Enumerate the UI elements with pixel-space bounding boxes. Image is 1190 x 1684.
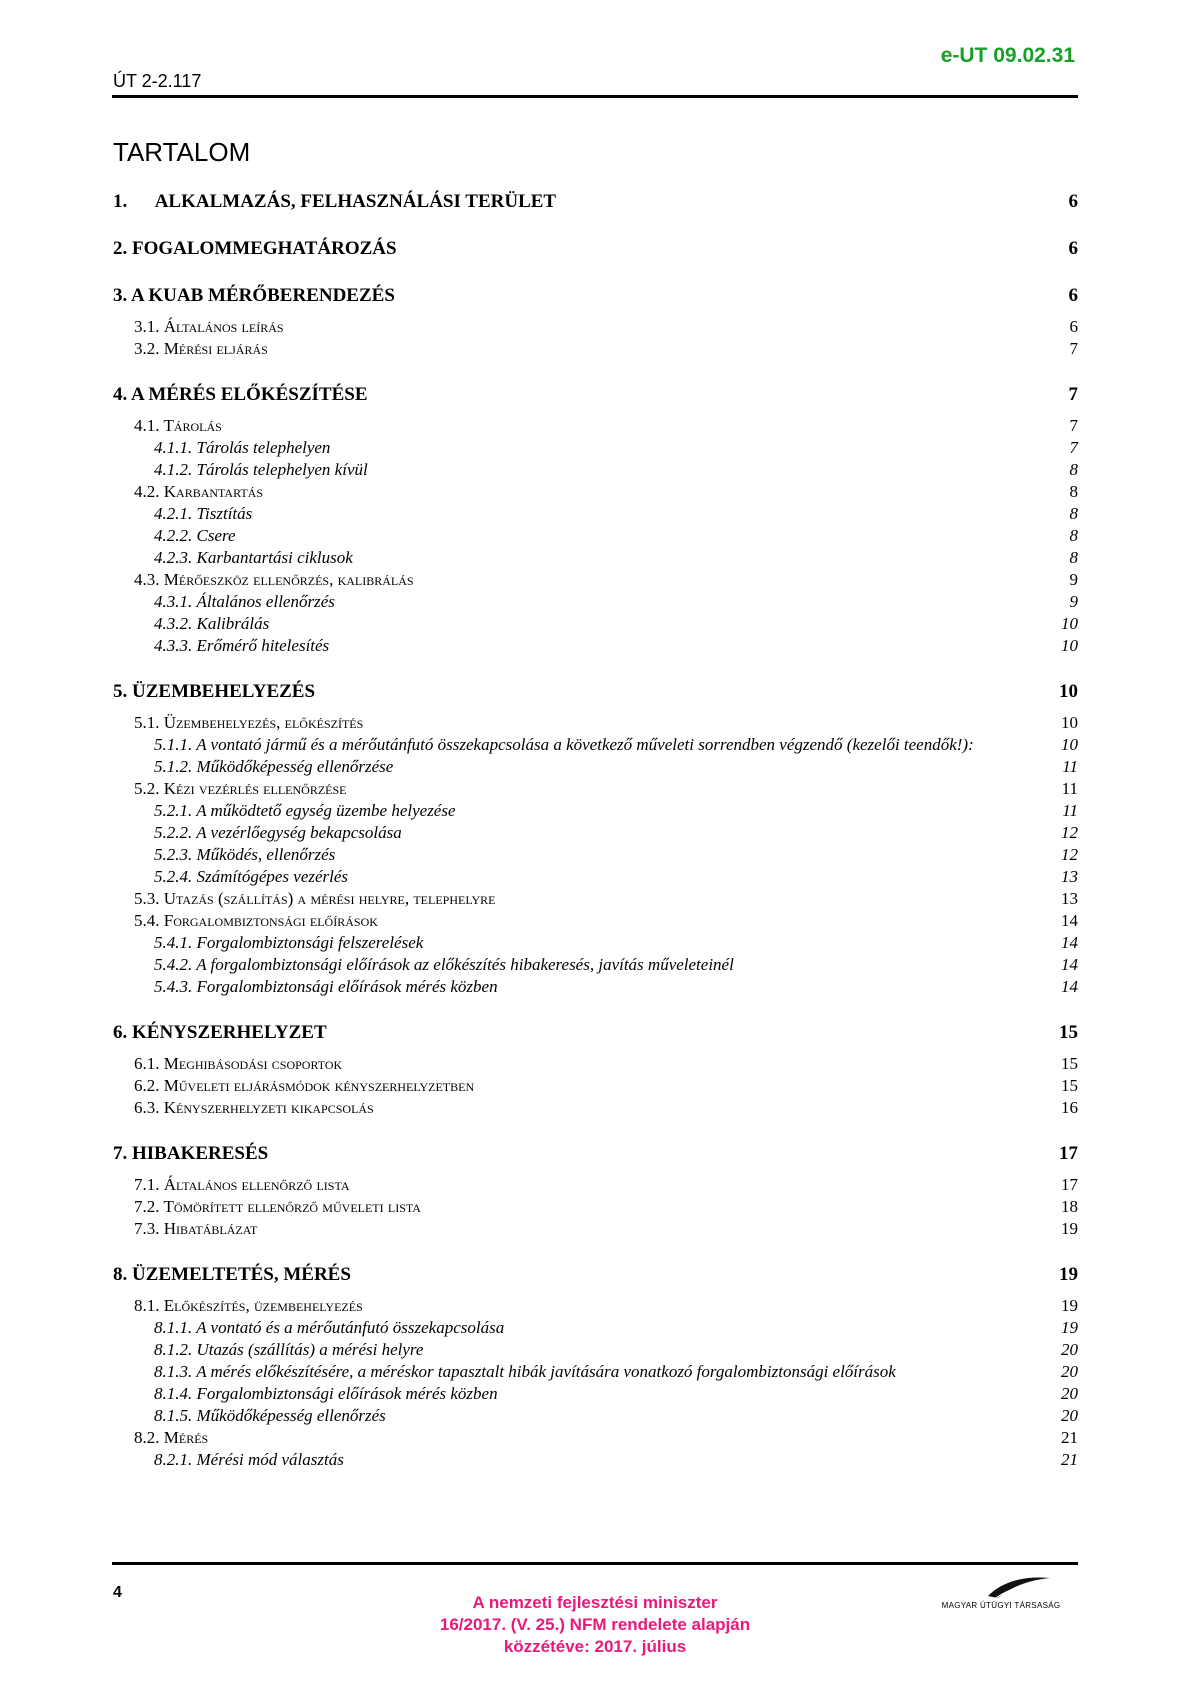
toc-entry-level-2[interactable]	[113, 712, 1078, 734]
toc-entry-label: Működőképesség ellenőrzés	[196, 1406, 386, 1425]
toc-entry-label: HIBAKERESÉS	[132, 1143, 269, 1164]
toc-entry-number: 4.3.	[134, 570, 160, 589]
toc-entry-level-3[interactable]	[113, 1383, 1078, 1405]
toc-entry-title	[134, 1174, 1048, 1196]
toc-entry-page: 6	[1068, 238, 1078, 259]
toc-entry-level-2[interactable]	[113, 888, 1078, 910]
toc-entry-number: 8.2.1.	[154, 1450, 193, 1469]
toc-entry-level-1[interactable]	[113, 284, 1078, 308]
toc-entry-level-3[interactable]	[113, 459, 1078, 481]
toc-entry-level-3[interactable]	[113, 844, 1078, 866]
toc-entry-page: 10	[1061, 636, 1078, 655]
toc-entry-label: ÜZEMELTETÉS, MÉRÉS	[132, 1264, 351, 1285]
toc-entry-page: 8	[1069, 460, 1078, 479]
toc-entry-title	[154, 756, 1048, 778]
toc-entry-number: 5.1.	[134, 713, 160, 732]
toc-entry-title	[134, 1218, 1048, 1240]
toc-entry-title	[113, 190, 1048, 214]
toc-entry-title	[154, 437, 1048, 459]
toc-entry-number: 5.1.2.	[154, 757, 193, 776]
table-of-contents	[113, 190, 1078, 1471]
toc-entry-page: 7	[1069, 438, 1078, 457]
toc-entry-number: 7.2.	[134, 1197, 160, 1216]
toc-entry-level-1[interactable]	[113, 680, 1078, 704]
toc-entry-label: Erőmérő hitelesítés	[196, 636, 330, 655]
toc-entry-page: 21	[1061, 1428, 1078, 1447]
toc-entry-title	[154, 525, 1048, 547]
toc-entry-level-2[interactable]	[113, 338, 1078, 360]
toc-entry-number: 7.1.	[134, 1175, 160, 1194]
toc-entry-level-2[interactable]	[113, 910, 1078, 932]
toc-entry-label: Általános leírás	[163, 317, 284, 336]
toc-entry-number: 8.1.3.	[154, 1362, 193, 1381]
notice-line-3: közzétéve: 2017. július	[503, 1637, 687, 1656]
toc-entry-number: 5.4.1.	[154, 933, 193, 952]
toc-entry-level-2[interactable]	[113, 1427, 1078, 1449]
toc-entry-number: 4.2.2.	[154, 526, 193, 545]
toc-entry-number: 3.	[113, 285, 128, 306]
toc-entry-label: A vontató jármű és a mérőutánfutó összekapcsolása a következő műveleti sorrendben végzendő (kezelői teendők!):	[196, 735, 974, 754]
toc-entry-title	[154, 1383, 1048, 1405]
toc-entry-title	[113, 1263, 1048, 1287]
toc-entry-title	[134, 1196, 1048, 1218]
toc-entry-label: Karbantartás	[163, 482, 264, 501]
toc-entry-level-3[interactable]	[113, 1405, 1078, 1427]
toc-entry-title	[134, 1295, 1048, 1317]
toc-entry-page: 9	[1069, 592, 1078, 611]
toc-entry-level-3[interactable]	[113, 1317, 1078, 1339]
toc-entry-number: 5.2.3.	[154, 845, 193, 864]
toc-entry-number: 5.2.	[134, 779, 160, 798]
toc-entry-page: 8	[1069, 482, 1078, 501]
toc-entry-number: 4.1.	[134, 416, 160, 435]
toc-entry-level-2[interactable]	[113, 1196, 1078, 1218]
toc-entry-level-3[interactable]	[113, 800, 1078, 822]
toc-entry-number: 8.	[113, 1264, 128, 1285]
toc-entry-label: Meghibásodási csoportok	[163, 1054, 343, 1073]
toc-entry-title	[113, 680, 1048, 704]
header-divider	[112, 95, 1078, 98]
toc-entry-label: Általános ellenőrző lista	[163, 1175, 350, 1194]
toc-entry-label: KÉNYSZERHELYZET	[132, 1022, 327, 1043]
toc-entry-level-1[interactable]	[113, 383, 1078, 407]
toc-entry-page: 7	[1069, 416, 1078, 435]
toc-entry-title	[134, 712, 1048, 734]
toc-entry-page: 13	[1061, 867, 1078, 886]
toc-entry-page: 21	[1061, 1450, 1078, 1469]
toc-entry-number: 4.	[113, 384, 128, 405]
toc-entry-title	[113, 1021, 1048, 1045]
toc-entry-number: 6.2.	[134, 1076, 160, 1095]
toc-entry-level-3[interactable]	[113, 756, 1078, 778]
toc-entry-page: 16	[1061, 1098, 1078, 1117]
toc-entry-level-3[interactable]	[113, 734, 1078, 756]
toc-entry-level-2[interactable]	[113, 1295, 1078, 1317]
toc-entry-number: 5.	[113, 681, 128, 702]
toc-entry-page: 19	[1061, 1318, 1078, 1337]
toc-entry-number: 7.3.	[134, 1219, 160, 1238]
toc-entry-page: 8	[1069, 548, 1078, 567]
footer-divider	[112, 1562, 1078, 1565]
toc-entry-number: 4.1.1.	[154, 438, 193, 457]
toc-entry-level-3[interactable]	[113, 822, 1078, 844]
toc-entry-label: Forgalombiztonsági előírások	[163, 911, 378, 930]
toc-entry-title	[154, 1317, 1048, 1339]
toc-entry-page: 6	[1068, 191, 1078, 212]
toc-entry-level-2[interactable]	[113, 481, 1078, 503]
toc-entry-number: 8.1.5.	[154, 1406, 193, 1425]
notice-line-1: A nemzeti fejlesztési miniszter	[472, 1593, 718, 1612]
toc-entry-title	[134, 1427, 1048, 1449]
document-id: ÚT 2-2.117	[113, 71, 202, 91]
toc-entry-title	[154, 1449, 1048, 1471]
toc-entry-level-3[interactable]	[113, 613, 1078, 635]
toc-entry-number: 4.3.3.	[154, 636, 193, 655]
page-number: 4	[113, 1584, 122, 1601]
toc-entry-level-3[interactable]	[113, 591, 1078, 613]
toc-entry-label: A mérés előkészítésére, a méréskor tapasztalt hibák javítására vonatkozó forgalombiztonsági előírások	[196, 1362, 896, 1381]
toc-entry-title	[154, 547, 1048, 569]
toc-entry-title	[154, 613, 1048, 635]
toc-entry-label: Mérési mód választás	[196, 1450, 344, 1469]
toc-entry-page: 15	[1061, 1054, 1078, 1073]
toc-entry-label: Üzembehelyezés, előkészítés	[163, 713, 364, 732]
toc-entry-page: 8	[1069, 526, 1078, 545]
toc-entry-title	[134, 1097, 1048, 1119]
toc-entry-level-2[interactable]	[113, 1097, 1078, 1119]
toc-entry-title	[113, 1142, 1048, 1166]
toc-entry-label: Csere	[196, 526, 236, 545]
toc-entry-number: 1.	[113, 191, 128, 212]
toc-entry-level-2[interactable]	[113, 316, 1078, 338]
toc-entry-page: 14	[1061, 933, 1078, 952]
toc-entry-number: 3.2.	[134, 339, 160, 358]
toc-entry-page: 6	[1069, 317, 1078, 336]
toc-entry-title	[154, 954, 1048, 976]
toc-entry-label: A vontató és a mérőutánfutó összekapcsolása	[196, 1318, 505, 1337]
toc-entry-page: 15	[1059, 1022, 1078, 1043]
toc-entry-level-2[interactable]	[113, 1218, 1078, 1240]
toc-entry-label: Mérés	[163, 1428, 209, 1447]
toc-entry-label: A vezérlőegység bekapcsolása	[196, 823, 402, 842]
toc-entry-number: 4.2.	[134, 482, 160, 501]
toc-entry-title	[154, 459, 1048, 481]
toc-entry-label: Karbantartási ciklusok	[196, 548, 353, 567]
toc-entry-page: 19	[1059, 1264, 1078, 1285]
toc-entry-number: 8.1.	[134, 1296, 160, 1315]
toc-entry-level-1[interactable]	[113, 1263, 1078, 1287]
toc-entry-level-3[interactable]	[113, 503, 1078, 525]
toc-entry-title	[134, 569, 1048, 591]
toc-entry-number: 4.2.1.	[154, 504, 193, 523]
toc-entry-title	[154, 932, 1048, 954]
toc-entry-label: Tömörített ellenőrző műveleti lista	[163, 1197, 421, 1216]
toc-entry-title	[154, 844, 1048, 866]
page-title: TARTALOM	[113, 137, 251, 167]
toc-entry-number: 8.1.2.	[154, 1340, 193, 1359]
toc-entry-number: 4.2.3.	[154, 548, 193, 567]
toc-entry-level-3[interactable]	[113, 1339, 1078, 1361]
toc-entry-number: 5.4.	[134, 911, 160, 930]
toc-entry-label: Utazás (szállítás) a mérési helyre, telephelyre	[163, 889, 496, 908]
toc-entry-title	[154, 822, 1048, 844]
toc-entry-label: Kézi vezérlés ellenőrzése	[163, 779, 347, 798]
toc-entry-level-3[interactable]	[113, 1361, 1078, 1383]
toc-entry-level-3[interactable]	[113, 866, 1078, 888]
toc-entry-number: 8.1.1.	[154, 1318, 193, 1337]
toc-entry-level-3[interactable]	[113, 1449, 1078, 1471]
toc-entry-label: ALKALMAZÁS, FELHASZNÁLÁSI TERÜLET	[154, 191, 557, 212]
toc-entry-title	[134, 778, 1048, 800]
toc-entry-title	[134, 316, 1048, 338]
toc-entry-number: 5.4.2.	[154, 955, 193, 974]
toc-entry-page: 13	[1061, 889, 1078, 908]
toc-entry-level-3[interactable]	[113, 525, 1078, 547]
toc-entry-number: 5.2.4.	[154, 867, 193, 886]
toc-entry-level-3[interactable]	[113, 437, 1078, 459]
toc-entry-page: 11	[1062, 757, 1078, 776]
toc-entry-title	[134, 1075, 1048, 1097]
toc-entry-label: Tárolás telephelyen	[196, 438, 331, 457]
toc-entry-number: 2.	[113, 238, 128, 259]
toc-entry-page: 19	[1061, 1219, 1078, 1238]
toc-entry-level-3[interactable]	[113, 932, 1078, 954]
toc-entry-label: Hibatáblázat	[163, 1219, 258, 1238]
toc-entry-page: 12	[1061, 845, 1078, 864]
toc-entry-title	[154, 734, 1048, 756]
toc-entry-number: 8.1.4.	[154, 1384, 193, 1403]
toc-entry-level-2[interactable]	[113, 778, 1078, 800]
toc-entry-page: 20	[1061, 1340, 1078, 1359]
toc-entry-number: 6.3.	[134, 1098, 160, 1117]
toc-entry-level-1[interactable]	[113, 1142, 1078, 1166]
toc-entry-number: 5.2.2.	[154, 823, 193, 842]
toc-entry-page: 14	[1061, 955, 1078, 974]
toc-entry-page: 11	[1061, 779, 1078, 798]
toc-entry-number: 4.3.2.	[154, 614, 193, 633]
toc-entry-title	[154, 1405, 1048, 1427]
toc-entry-label: A KUAB MÉRŐBERENDEZÉS	[130, 285, 395, 306]
notice-line-2: 16/2017. (V. 25.) NFM rendelete alapján	[439, 1615, 751, 1634]
toc-entry-page: 9	[1069, 570, 1078, 589]
toc-entry-title	[154, 800, 1048, 822]
toc-entry-page: 14	[1061, 977, 1078, 996]
toc-entry-label: Forgalombiztonsági előírások mérés közben	[196, 977, 498, 996]
toc-entry-page: 8	[1069, 504, 1078, 523]
toc-entry-level-2[interactable]	[113, 415, 1078, 437]
toc-entry-number: 8.2.	[134, 1428, 160, 1447]
toc-entry-title	[154, 591, 1048, 613]
toc-entry-label: A MÉRÉS ELŐKÉSZÍTÉSE	[130, 384, 368, 405]
toc-entry-level-1[interactable]	[113, 237, 1078, 261]
toc-entry-title	[154, 1339, 1048, 1361]
toc-entry-label: A működtető egység üzembe helyezése	[196, 801, 456, 820]
toc-entry-title	[154, 866, 1048, 888]
toc-entry-title	[134, 888, 1048, 910]
toc-entry-level-3[interactable]	[113, 954, 1078, 976]
toc-entry-page: 10	[1061, 735, 1078, 754]
toc-entry-page: 11	[1062, 801, 1078, 820]
toc-entry-title	[113, 383, 1048, 407]
toc-entry-page: 17	[1061, 1175, 1078, 1194]
toc-entry-number: 5.1.1.	[154, 735, 193, 754]
toc-entry-label: Kalibrálás	[196, 614, 270, 633]
toc-entry-label: Utazás (szállítás) a mérési helyre	[196, 1340, 424, 1359]
toc-entry-title	[134, 338, 1048, 360]
toc-entry-level-2[interactable]	[113, 1053, 1078, 1075]
toc-entry-title	[154, 635, 1048, 657]
toc-entry-number: 6.1.	[134, 1054, 160, 1073]
toc-entry-number: 3.1.	[134, 317, 160, 336]
toc-entry-page: 20	[1061, 1384, 1078, 1403]
toc-entry-title	[113, 237, 1048, 261]
toc-entry-label: Forgalombiztonsági felszerelések	[196, 933, 424, 952]
toc-entry-title	[134, 1053, 1048, 1075]
toc-entry-label: FOGALOMMEGHATÁROZÁS	[132, 238, 397, 259]
eut-code: e-UT 09.02.31	[940, 44, 1075, 67]
toc-entry-page: 7	[1069, 339, 1078, 358]
toc-entry-number: 5.3.	[134, 889, 160, 908]
publication-notice	[0, 1592, 1190, 1658]
toc-entry-title	[134, 481, 1048, 503]
toc-entry-page: 7	[1068, 384, 1078, 405]
toc-entry-page: 12	[1061, 823, 1078, 842]
toc-entry-number: 5.2.1.	[154, 801, 193, 820]
logo-text: MAGYAR ÚTÜGYI TÁRSASÁG	[941, 1601, 1061, 1610]
toc-entry-label: Működés, ellenőrzés	[196, 845, 336, 864]
toc-entry-level-1[interactable]	[113, 1021, 1078, 1045]
toc-entry-label: Forgalombiztonsági előírások mérés közben	[196, 1384, 498, 1403]
toc-entry-label: Kényszerhelyzeti kikapcsolás	[163, 1098, 374, 1117]
toc-entry-level-2[interactable]	[113, 1075, 1078, 1097]
toc-entry-label: A forgalombiztonsági előírások az előkészítés hibakeresés, javítás műveleteinél	[196, 955, 734, 974]
toc-entry-page: 20	[1061, 1406, 1078, 1425]
toc-entry-label: Tisztítás	[196, 504, 253, 523]
toc-entry-level-3[interactable]	[113, 635, 1078, 657]
toc-entry-page: 10	[1061, 713, 1078, 732]
toc-entry-title	[154, 503, 1048, 525]
toc-entry-level-1[interactable]	[113, 190, 1078, 214]
toc-entry-title	[154, 976, 1048, 998]
toc-entry-title	[134, 910, 1048, 932]
toc-entry-label: Mérési eljárás	[163, 339, 268, 358]
toc-entry-label: Műveleti eljárásmódok kényszerhelyzetben	[163, 1076, 475, 1095]
toc-entry-level-2[interactable]	[113, 569, 1078, 591]
toc-entry-level-3[interactable]	[113, 547, 1078, 569]
toc-entry-number: 6.	[113, 1022, 128, 1043]
toc-entry-number: 4.1.2.	[154, 460, 193, 479]
toc-entry-number: 4.3.1.	[154, 592, 193, 611]
toc-entry-page: 14	[1061, 911, 1078, 930]
toc-entry-page: 20	[1061, 1362, 1078, 1381]
toc-entry-title	[113, 284, 1048, 308]
toc-entry-label: Működőképesség ellenőrzése	[196, 757, 394, 776]
toc-entry-title	[134, 415, 1048, 437]
toc-entry-level-2[interactable]	[113, 1174, 1078, 1196]
toc-entry-label: Általános ellenőrzés	[196, 592, 335, 611]
toc-entry-label: Előkészítés, üzembehelyezés	[163, 1296, 363, 1315]
toc-entry-title	[154, 1361, 1048, 1383]
toc-entry-number: 7.	[113, 1143, 128, 1164]
toc-entry-label: Számítógépes vezérlés	[196, 867, 349, 886]
toc-entry-page: 19	[1061, 1296, 1078, 1315]
toc-entry-page: 18	[1061, 1197, 1078, 1216]
toc-entry-level-3[interactable]	[113, 976, 1078, 998]
toc-entry-label: ÜZEMBEHELYEZÉS	[132, 681, 316, 702]
toc-entry-page: 10	[1061, 614, 1078, 633]
toc-entry-page: 6	[1068, 285, 1078, 306]
toc-entry-label: Tárolás	[163, 416, 222, 435]
toc-entry-label: Tárolás telephelyen kívül	[196, 460, 368, 479]
toc-entry-page: 10	[1059, 681, 1078, 702]
toc-entry-label: Mérőeszköz ellenőrzés, kalibrálás	[163, 570, 414, 589]
toc-entry-page: 15	[1061, 1076, 1078, 1095]
toc-entry-page: 17	[1059, 1143, 1078, 1164]
toc-entry-number: 5.4.3.	[154, 977, 193, 996]
